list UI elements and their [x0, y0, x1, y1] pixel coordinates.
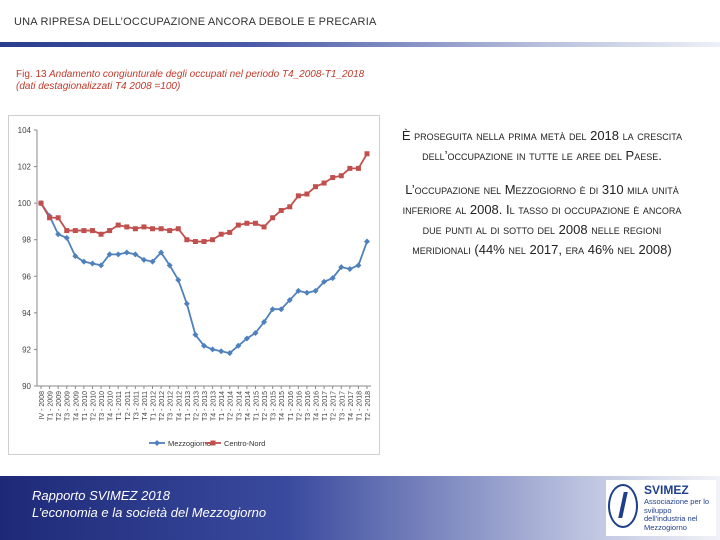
x-tick-label: T4 - 2016 — [313, 391, 321, 421]
data-point — [339, 173, 344, 178]
data-point — [304, 192, 309, 197]
footer-report-subtitle: L’economia e la società del Mezzogiorno — [32, 505, 267, 520]
x-tick-label: T2 - 2010 — [90, 391, 98, 421]
x-tick-label: T1 - 2016 — [287, 391, 295, 421]
data-point — [330, 175, 335, 180]
data-point — [347, 166, 352, 171]
data-point — [313, 184, 318, 189]
x-tick-label: T2 - 2018 — [365, 391, 372, 421]
x-tick-label: IV - 2008 — [39, 391, 46, 420]
x-tick-label: T1 - 2009 — [47, 391, 55, 421]
data-point — [322, 181, 327, 186]
x-tick-label: T4 - 2012 — [176, 391, 184, 421]
svimez-logo — [606, 480, 716, 536]
x-tick-label: T4 - 2013 — [210, 391, 218, 421]
y-tick-label: 102 — [17, 162, 31, 172]
data-point — [89, 260, 95, 266]
legend-label: Mezzogiorno — [168, 439, 211, 448]
data-point — [159, 226, 164, 231]
x-tick-label: T1 - 2015 — [253, 391, 261, 421]
x-tick-label: T3 - 2010 — [99, 391, 107, 421]
data-point — [115, 251, 121, 257]
x-tick-label: T2 - 2017 — [330, 391, 338, 421]
data-point — [347, 266, 353, 272]
data-point — [193, 239, 198, 244]
data-point — [184, 301, 190, 307]
legend-label: Centro-Nord — [224, 439, 266, 448]
data-point — [133, 226, 138, 231]
y-tick-label: 90 — [22, 382, 31, 391]
data-point — [116, 223, 121, 228]
line-chart — [9, 116, 381, 456]
data-point — [262, 224, 267, 229]
x-tick-label: T3 - 2016 — [304, 391, 312, 421]
x-tick-label: T1 - 2010 — [81, 391, 89, 421]
data-point — [227, 230, 232, 235]
footer-report-title: Rapporto SVIMEZ 2018 — [32, 488, 171, 503]
data-point — [99, 232, 104, 237]
x-tick-label: T3 - 2012 — [167, 391, 175, 421]
data-point — [167, 228, 172, 233]
x-tick-label: T4 - 2010 — [107, 391, 115, 421]
x-tick-label: T2 - 2016 — [296, 391, 304, 421]
data-point — [253, 221, 258, 226]
data-point — [73, 228, 78, 233]
data-point — [176, 226, 181, 231]
data-point — [55, 231, 61, 237]
figure-number: Fig. 13 — [16, 69, 47, 80]
x-tick-label: T1 - 2017 — [322, 391, 330, 421]
x-tick-label: T3 - 2017 — [339, 391, 347, 421]
x-tick-label: T2 - 2014 — [227, 391, 235, 421]
footer-text — [32, 487, 266, 521]
data-point — [47, 215, 52, 220]
logo-name: SVIMEZ — [644, 483, 689, 497]
data-point — [202, 239, 207, 244]
x-tick-label: T4 - 2015 — [279, 391, 287, 421]
data-point — [64, 235, 70, 241]
y-tick-label: 92 — [22, 345, 31, 355]
chart-container — [8, 115, 380, 455]
x-tick-label: T1 - 2018 — [356, 391, 364, 421]
x-tick-label: T4 - 2011 — [141, 391, 149, 421]
commentary — [392, 126, 692, 274]
x-tick-label: T3 - 2015 — [270, 391, 278, 421]
data-point — [355, 262, 361, 268]
y-tick-label: 98 — [22, 235, 31, 245]
data-point — [210, 237, 215, 242]
svimez-emblem-icon — [608, 484, 638, 528]
data-point — [150, 226, 155, 231]
x-tick-label: T3 - 2014 — [236, 391, 244, 421]
data-point — [365, 151, 370, 156]
data-point — [279, 208, 284, 213]
data-point — [244, 221, 249, 226]
series-line-centro-nord — [41, 154, 367, 242]
data-point — [56, 215, 61, 220]
data-point — [219, 232, 224, 237]
data-point — [287, 204, 292, 209]
legend-marker — [154, 440, 160, 446]
x-tick-label: T4 - 2009 — [73, 391, 81, 421]
data-point — [184, 237, 189, 242]
data-point — [364, 239, 370, 245]
x-tick-label: T4 - 2017 — [347, 391, 355, 421]
x-tick-label: T2 - 2015 — [262, 391, 270, 421]
x-tick-label: T2 - 2013 — [193, 391, 201, 421]
commentary-paragraph-2: L’occupazione nel Mezzogiorno è di 310 mila unità inferiore al 2008. Il tasso di occupazione è ancora due punti al di sotto del 2008 nelle regioni meridionali (44% nel 2017, era 46% nel 2008) — [402, 182, 682, 257]
data-point — [356, 166, 361, 171]
y-tick-label: 94 — [22, 308, 31, 318]
x-tick-label: T3 - 2009 — [64, 391, 72, 421]
data-point — [270, 215, 275, 220]
x-tick-label: T1 - 2014 — [219, 391, 227, 421]
x-tick-label: T1 - 2013 — [184, 391, 192, 421]
data-point — [90, 228, 95, 233]
data-point — [107, 228, 112, 233]
x-tick-label: T2 - 2009 — [56, 391, 64, 421]
data-point — [81, 228, 86, 233]
x-tick-label: T1 - 2011 — [116, 391, 124, 421]
x-tick-label: T2 - 2011 — [124, 391, 132, 421]
logo-tagline: Associazione per lo sviluppo dell'industria nel Mezzogiorno — [644, 497, 710, 532]
slide-title: UNA RIPRESA DELL’OCCUPAZIONE ANCORA DEBOLE E PRECARIA — [14, 16, 377, 28]
data-point — [124, 224, 129, 229]
data-point — [64, 228, 69, 233]
data-point — [141, 224, 146, 229]
data-point — [124, 250, 130, 256]
data-point — [296, 193, 301, 198]
x-tick-label: T3 - 2011 — [133, 391, 141, 421]
legend-marker — [211, 441, 216, 446]
commentary-paragraph-1: È proseguita nella prima metà del 2018 la crescita dell’occupazione in tutte le aree del Paese. — [401, 128, 683, 163]
x-tick-label: T1 - 2012 — [150, 391, 158, 421]
title-rule — [0, 42, 720, 47]
figure-caption — [16, 69, 376, 93]
figure-caption-text: Andamento congiunturale degli occupati nel periodo T4_2008-T1_2018 (dati destagionalizzati T4 2008 =100) — [16, 69, 365, 92]
data-point — [210, 346, 216, 352]
x-tick-label: T4 - 2014 — [244, 391, 252, 421]
x-tick-label: T3 - 2013 — [202, 391, 209, 421]
data-point — [39, 201, 44, 206]
data-point — [304, 290, 310, 296]
data-point — [218, 348, 224, 354]
y-tick-label: 96 — [22, 272, 31, 282]
y-tick-label: 100 — [17, 199, 31, 209]
series-line-mezzogiorno — [41, 203, 367, 353]
x-tick-label: T2 - 2012 — [159, 391, 167, 421]
y-tick-label: 104 — [17, 126, 31, 135]
data-point — [236, 223, 241, 228]
